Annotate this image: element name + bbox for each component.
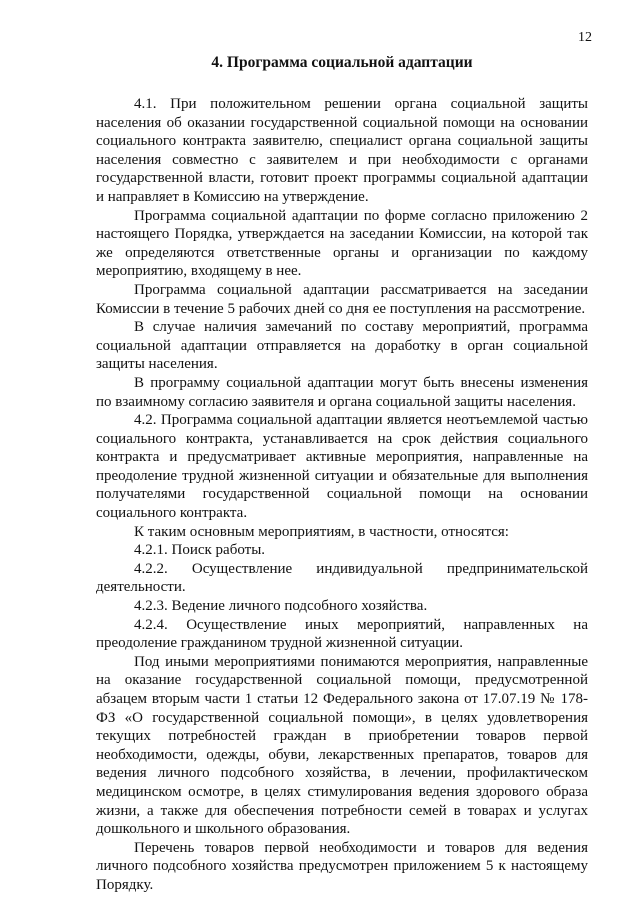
paragraph-goods-list: Перечень товаров первой необходимости и товаров для ведения личного подсобного хозяйства предусмотрен приложением 5 к настоящему Порядку. bbox=[96, 839, 588, 893]
page-number: 12 bbox=[578, 30, 592, 45]
paragraph-4-1: 4.1. При положительном решении органа социальной защиты населения об оказании государственной социальной помощи на основании социального контракта заявителю, специалист органа социальной защиты населения совместно с заявителем и при необходимости с органами государственной власти, готовит проект программы социальной адаптации и направляет в Комиссию на утверждение. bbox=[96, 96, 588, 205]
paragraph-program-review: Программа социальной адаптации рассматривается на заседании Комиссии в течение 5 рабочих дней со дня ее поступления на рассмотрение. bbox=[96, 281, 588, 317]
paragraph-4-2: 4.2. Программа социальной адаптации является неотъемлемой частью социального контракта, устанавливается на срок действия социального контракта и предусматривает активные мероприятия, направленные на преодоление трудной жизненной ситуации и обязательные для выполнения получателями государственной социальной помощи на основании социального контракта. bbox=[96, 412, 588, 522]
paragraph-remarks: В случае наличия замечаний по составу мероприятий, программа социальной адаптации отправляется на доработку в орган социальной защиты населения. bbox=[96, 319, 588, 373]
section-body bbox=[96, 95, 588, 895]
paragraph-program-form: Программа социальной адаптации по форме согласно приложению 2 настоящего Порядка, утверждается на заседании Комиссии, на которой так же определяются ответственные органы и организации по каждому мероприятию, входящему в нее. bbox=[96, 207, 588, 280]
list-item-4-2-1: 4.2.1. Поиск работы. bbox=[134, 542, 266, 559]
paragraph-changes: В программу социальной адаптации могут быть внесены изменения по взаимному согласию заявителя и органа социальной защиты населения. bbox=[96, 374, 588, 410]
list-item-4-2-2: 4.2.2. Осуществление индивидуальной предпринимательской деятельности. bbox=[96, 560, 588, 596]
list-item-4-2-3: 4.2.3. Ведение личного подсобного хозяйства. bbox=[134, 598, 428, 615]
section-title: 4. Программа социальной адаптации bbox=[211, 54, 473, 71]
list-item-4-2-4: 4.2.4. Осуществление иных мероприятий, направленных на преодоление гражданином трудной жизненной ситуации. bbox=[96, 616, 588, 652]
paragraph-other-activities: Под иными мероприятиями понимаются мероприятия, направленные на оказание государственной социальной помощи, предусмотренной абзацем вторым части 1 статьи 12 Федерального закона от 17.07.19 № 178-ФЗ «О государственной социальной помощи», в целях удовлетворения текущих потребностей граждан в приобретении товаров первой необходимости, одежды, обуви, лекарственных препаратов, товаров для ведения личного подсобного хозяйства, в лечении, профилактическом медицинском осмотре, в целях стимулирования ведения здорового образа жизни, а также для обеспечения потребности семей в товарах и услугах дошкольного и школьного образования. bbox=[96, 653, 588, 838]
paragraph-main-activities: К таким основным мероприятиям, в частности, относятся: bbox=[134, 523, 509, 540]
